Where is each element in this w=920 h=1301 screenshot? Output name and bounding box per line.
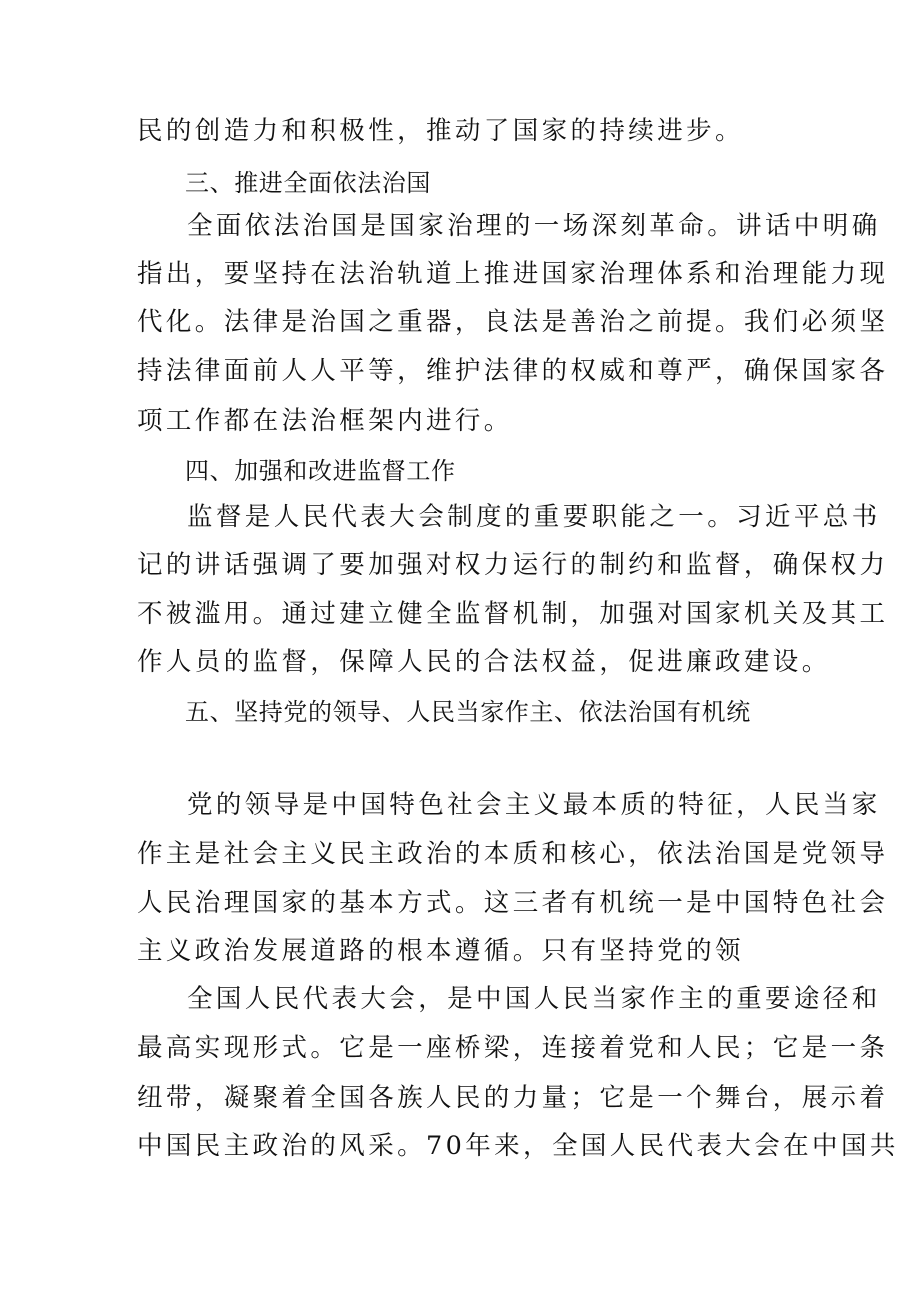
section-heading-5: 五、坚持党的领导、人民当家作主、依法治国有机统: [185, 698, 751, 726]
paragraph-line: 全面依法治国是国家治理的一场深刻革命。讲话中明确: [187, 211, 881, 241]
section-heading-4: 四、加强和改进监督工作: [185, 457, 456, 485]
paragraph-line: 最高实现形式。它是一座桥梁，连接着党和人民；它是一条: [137, 1033, 889, 1063]
paragraph-line: 不被滥用。通过建立健全监督机制，加强对国家机关及其工: [137, 599, 889, 629]
paragraph-line: 监督是人民代表大会制度的重要职能之一。习近平总书: [187, 502, 881, 532]
paragraph-line: 民的创造力和积极性，推动了国家的持续进步。: [137, 116, 744, 146]
paragraph-line: 中国民主政治的风采。70年来，全国人民代表大会在中国共: [137, 1131, 899, 1161]
paragraph-line: 指出，要坚持在法治轨道上推进国家治理体系和治理能力现: [137, 259, 889, 289]
section-heading-3: 三、推进全面依法治国: [185, 169, 431, 197]
paragraph-line: 代化。法律是治国之重器，良法是善治之前提。我们必须坚: [137, 307, 889, 337]
paragraph-line: 党的领导是中国特色社会主义最本质的特征，人民当家: [187, 790, 881, 820]
paragraph-line: 记的讲话强调了要加强对权力运行的制约和监督，确保权力: [137, 550, 889, 580]
paragraph-line: 全国人民代表大会，是中国人民当家作主的重要途径和: [187, 984, 881, 1014]
paragraph-line: 项工作都在法治框架内进行。: [137, 406, 513, 436]
paragraph-line: 纽带，凝聚着全国各族人民的力量；它是一个舞台，展示着: [137, 1083, 889, 1113]
paragraph-line: 主义政治发展道路的根本遵循。只有坚持党的领: [137, 936, 744, 966]
paragraph-line: 人民治理国家的基本方式。这三者有机统一是中国特色社会: [137, 888, 889, 918]
paragraph-line: 作人员的监督，保障人民的合法权益，促进廉政建设。: [137, 647, 831, 677]
paragraph-line: 作主是社会主义民主政治的本质和核心，依法治国是党领导: [137, 839, 889, 869]
paragraph-line: 持法律面前人人平等，维护法律的权威和尊严，确保国家各: [137, 356, 889, 386]
